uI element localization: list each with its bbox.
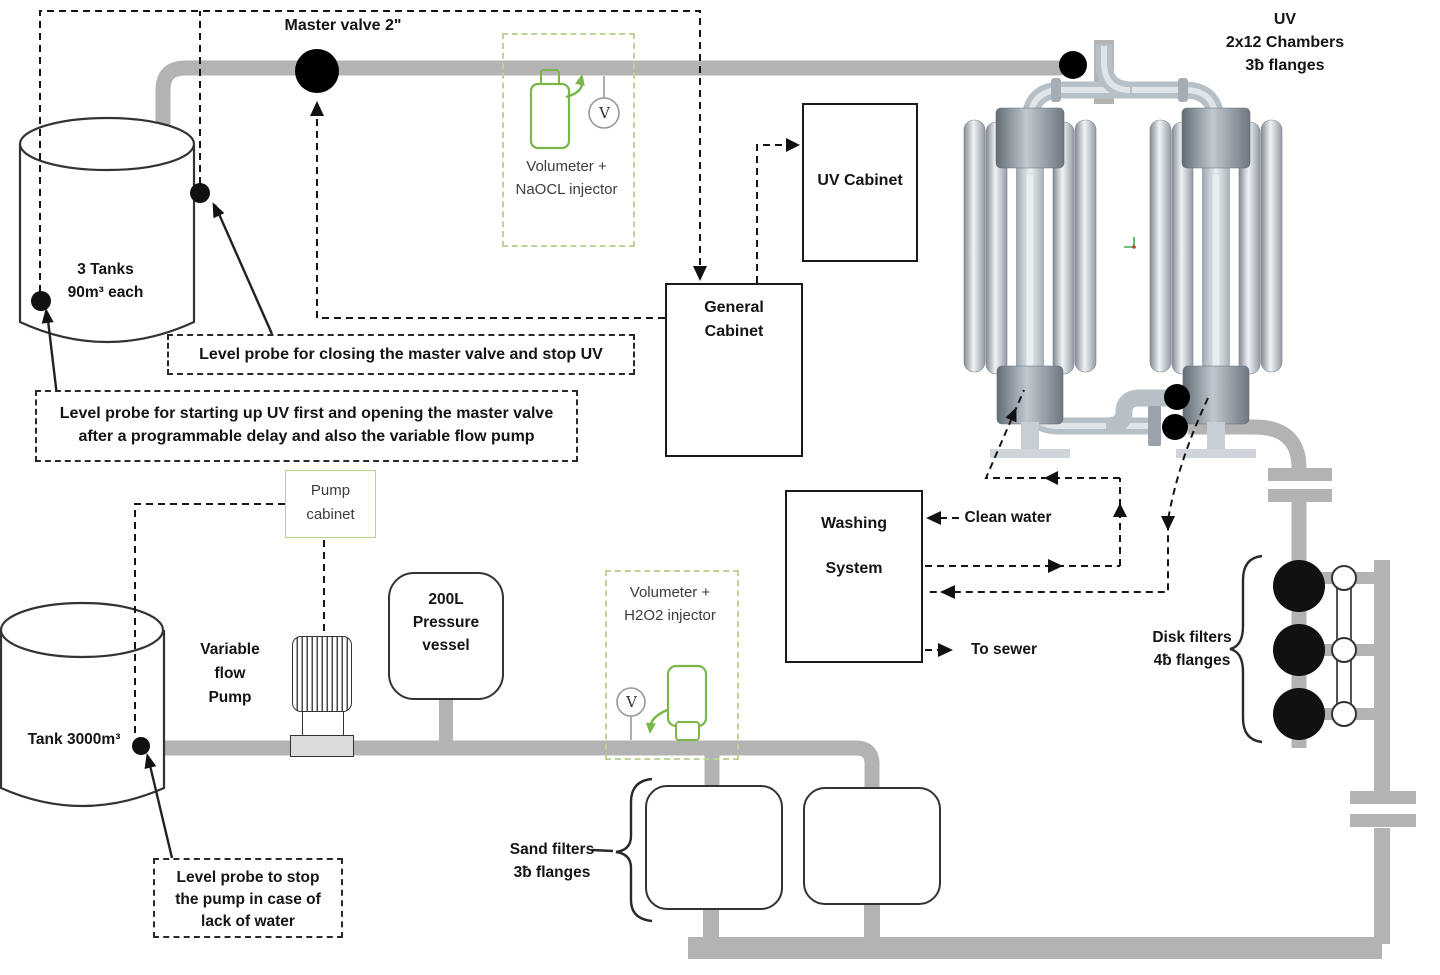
pump-cabinet-label: cabinet xyxy=(306,506,355,523)
uv-outlet-valve-lower-icon xyxy=(1162,414,1188,440)
tank-3000-label: Tank 3000m³ xyxy=(27,731,121,748)
washing-system-label: System xyxy=(825,560,883,577)
tank-3x90-label xyxy=(48,258,163,304)
disk-filters-line: Disk filters xyxy=(1152,629,1232,646)
volumeter-v-letter: V xyxy=(626,693,637,711)
variable-pump-line: Pump xyxy=(208,689,252,706)
variable-pump-line: Variable xyxy=(200,641,260,658)
uv-cabinet-box xyxy=(802,103,918,262)
volumeter-v-letter: V xyxy=(599,104,610,122)
washing-system-box xyxy=(785,490,923,663)
pump-body xyxy=(292,636,352,712)
pump-cabinet-label: Pump xyxy=(310,482,351,499)
washing-system-label: Washing xyxy=(820,515,888,532)
uv-outlet-valve-upper-icon xyxy=(1164,384,1190,410)
h2o2-injector-label: Volumeter + xyxy=(629,584,711,601)
probe-dot-tank3000 xyxy=(132,737,150,755)
naocl-injector-box xyxy=(502,33,635,247)
probe-start-text: Level probe for starting up UV first and opening the master valve xyxy=(59,405,554,422)
uv-title-line: 2x12 Chambers xyxy=(1225,34,1345,51)
probe-close-note xyxy=(167,334,635,375)
probe-start-note xyxy=(35,390,578,462)
pump-stem xyxy=(302,708,344,738)
disk-filters-line: 4ƀ flanges xyxy=(1153,652,1231,669)
pipe-flange xyxy=(1268,489,1332,502)
uv-chambers-3d xyxy=(964,44,1282,458)
probe-dot-upper xyxy=(190,183,210,203)
pressure-vessel-label: Pressure xyxy=(412,614,480,631)
probe-stop-note xyxy=(153,858,343,938)
naocl-injector-label: Volumeter + xyxy=(526,158,607,175)
probe-start-text: after a programmable delay and also the variable flow pump xyxy=(78,428,535,445)
pressure-vessel xyxy=(388,572,504,700)
tank-3000 xyxy=(1,603,164,806)
pipe-flange xyxy=(1350,791,1416,804)
pipe-flange xyxy=(1350,814,1416,827)
disk-filters-label xyxy=(1138,626,1246,672)
to-sewer-label: To sewer xyxy=(970,641,1038,658)
naocl-injector-label: NaOCL injector xyxy=(515,181,618,198)
sand-filter-2 xyxy=(803,787,941,905)
cad-axis-icon xyxy=(1124,237,1136,249)
uv-title-line: 3ƀ flanges xyxy=(1245,57,1325,74)
pressure-vessel-label: vessel xyxy=(422,637,470,654)
uv-cabinet-label: UV Cabinet xyxy=(817,172,903,189)
tank-3x90-line: 3 Tanks xyxy=(77,261,134,278)
general-cabinet-box xyxy=(665,283,803,457)
uv-inlet-valve-icon xyxy=(1059,51,1087,79)
probe-stop-text: lack of water xyxy=(201,913,295,930)
pump-base xyxy=(290,735,354,757)
pump-cabinet-box xyxy=(285,470,376,538)
probe-stop-text: Level probe to stop xyxy=(176,869,320,886)
master-valve-icon xyxy=(295,49,339,93)
disk-filters xyxy=(1230,556,1356,742)
sand-filters-label xyxy=(498,838,606,884)
pressure-vessel-label: 200L xyxy=(428,591,464,608)
variable-pump-line: flow xyxy=(214,665,246,682)
uv-title-line: UV xyxy=(1273,11,1297,28)
h2o2-injector-label: H2O2 injector xyxy=(624,607,716,624)
general-cabinet-label: General xyxy=(704,299,764,316)
variable-pump-label xyxy=(182,638,278,710)
sand-filters-line: 3ƀ flanges xyxy=(513,864,591,881)
general-cabinet-label: Cabinet xyxy=(704,323,764,340)
tank-3x90-line: 90m³ each xyxy=(67,284,144,301)
sand-filter-1 xyxy=(645,785,783,910)
probe-close-text: Level probe for closing the master valve and stop UV xyxy=(199,346,603,363)
probe-stop-text: the pump in case of xyxy=(175,891,321,908)
uv-unit-title xyxy=(1185,8,1385,77)
clean-water-label: Clean water xyxy=(964,509,1052,526)
master-valve-label: Master valve 2" xyxy=(284,17,402,34)
pipe-flange xyxy=(1268,468,1332,481)
sand-filters-line: Sand filters xyxy=(509,841,595,858)
